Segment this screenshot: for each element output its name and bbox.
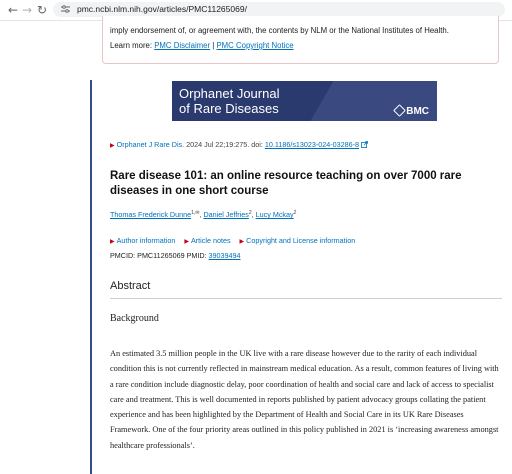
disclaimer-links [110,41,294,50]
back-arrow-icon[interactable]: ← [8,3,19,17]
learn-more-label: Learn more: [110,41,153,50]
caret-right-icon: ▶ [110,143,115,149]
article-title: Rare disease 101: an online resource teaching on over 7000 rare diseases in one short course [110,170,462,197]
doi-link[interactable]: 10.1186/s13023-024-03286-8 [264,140,360,149]
author-list: Thomas Frederick Dunne$^{1,✉}$, Daniel Jeffries$^2$, Lucy Mckay$^2$ [110,210,297,219]
url-text[interactable]: pmc.ncbi.nlm.nih.gov/articles/PMC11265069/ [77,4,247,14]
article-left-border [90,80,92,474]
article-ids [110,251,241,260]
article-notes-toggle[interactable]: ▶ Article notes [184,236,231,245]
external-link-icon[interactable] [361,141,368,148]
author-link[interactable]: Lucy Mckay [255,210,294,219]
pmc-copyright-notice-link[interactable]: PMC Copyright Notice [216,41,294,50]
pmcid-label: PMCID: PMC11265069 [110,251,185,260]
pmid-label: PMID: [186,251,207,260]
forward-arrow-icon[interactable]: → [22,3,33,17]
author-link[interactable]: Daniel Jeffries [203,210,249,219]
journal-name-line2: of Rare Diseases [179,101,279,116]
copyright-license-toggle[interactable]: ▶ Copyright and License information [239,236,356,245]
site-settings-icon[interactable] [61,5,70,13]
bmc-logo [395,106,429,117]
author-affiliation-sup[interactable]: 1,✉ [191,210,200,216]
journal-banner[interactable] [172,81,437,121]
abstract-divider [110,298,502,299]
disclaimer-box [102,16,499,64]
citation-line [110,140,368,149]
author-information-toggle[interactable]: ▶ Author information [110,236,176,245]
article-info-links [110,236,362,245]
link-separator: | [212,41,215,50]
caret-right-icon: ▶ [184,239,189,245]
caret-right-icon: ▶ [110,239,115,245]
journal-name-line1: Orphanet Journal [179,86,280,101]
citation-details: . 2024 Jul 22;19:275. doi: [182,140,265,149]
reload-icon[interactable]: ↻ [37,3,48,17]
bmc-logo-icon [393,104,406,117]
pmid-link[interactable]: 39039494 [208,251,241,260]
author-affiliation-sup[interactable]: 2 [248,210,252,216]
bmc-label: BMC [406,106,429,117]
caret-right-icon: ▶ [239,239,245,245]
disclaimer-text: imply endorsement of, or agreement with, the contents by NLM or the National Institutes of Health. [110,26,449,35]
abstract-paragraph: An estimated 3.5 million people in the UK live with a rare disease however due to the rarity of each individual condition this is not currently reflected in mainstream medical education. As a result, common features of living with a rare condition include diagnostic delay, poor coordination of health and social care and lack of access to specialist care and treatment. This is well documented in reports published by patient advocacy groups collating the patient experience and has been highlighted by the Department of Health and Social Care in its UK Rare Diseases Framework. One of the four priority areas outlined in this policy published in 2021 is ‘increasing awareness amongst healthcare professionals’. [110,349,499,450]
author-affiliation-sup[interactable]: 2 [293,210,297,216]
journal-link[interactable]: Orphanet J Rare Dis [116,140,183,149]
author-link[interactable]: Thomas Frederick Dunne [110,210,192,219]
background-heading: Background [110,313,159,324]
address-bar[interactable] [53,2,505,17]
pmc-disclaimer-link[interactable]: PMC Disclaimer [154,41,211,50]
abstract-heading: Abstract [110,280,151,292]
